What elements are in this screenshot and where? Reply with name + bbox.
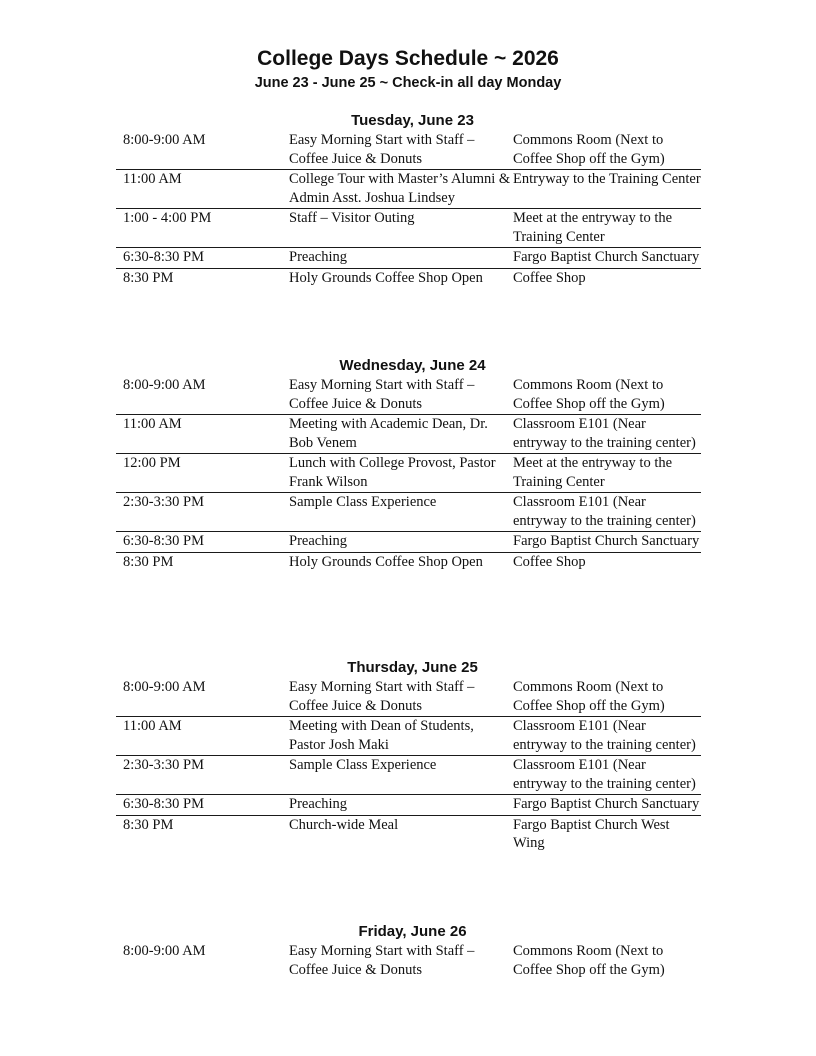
day-heading: Thursday, June 25 [347,659,478,676]
schedule-row [116,131,701,170]
time-cell: 8:00-9:00 AM [123,132,206,148]
day-heading: Tuesday, June 23 [351,112,474,129]
location-cell: Commons Room (Next to Coffee Shop off the Gym) [513,377,665,412]
schedule-row [116,376,701,415]
time-cell: 8:30 PM [123,269,174,286]
location-cell: Fargo Baptist Church Sanctuary [513,796,700,812]
time-cell: 2:30-3:30 PM [123,757,204,773]
event-cell: Preaching [289,249,347,265]
event-cell: Easy Morning Start with Staff – Coffee Juice & Donuts [289,132,475,167]
schedule-row [116,493,701,532]
time-cell: 8:30 PM [123,553,174,570]
schedule-row [116,816,701,854]
event-cell: College Tour with Master’s Alumni & Admin Asst. Joshua Lindsey [289,171,511,206]
time-cell: 2:30-3:30 PM [123,494,204,510]
schedule-row [116,415,701,454]
time-cell: 6:30-8:30 PM [123,533,204,549]
event-cell: Lunch with College Provost, Pastor Frank Wilson [289,455,496,490]
time-cell: 6:30-8:30 PM [123,249,204,265]
event-cell: Easy Morning Start with Staff – Coffee Juice & Donuts [289,377,475,412]
location-cell: Meet at the entryway to the Training Center [513,455,673,490]
schedule-row [116,269,701,289]
location-cell: Fargo Baptist Church Sanctuary [513,533,700,549]
location-cell: Fargo Baptist Church Sanctuary [513,249,700,265]
day-heading: Friday, June 26 [358,923,467,940]
time-cell: 11:00 AM [123,171,182,187]
event-cell: Church-wide Meal [289,816,399,833]
page-subtitle: June 23 - June 25 ~ Check-in all day Monday [254,75,562,91]
day-section-friday [116,923,701,980]
schedule-row [116,942,701,980]
schedule-row [116,532,701,553]
time-cell: 1:00 - 4:00 PM [123,210,212,226]
schedule-row [116,678,701,717]
location-cell: Classroom E101 (Near entryway to the training center) [513,718,696,753]
location-cell: Fargo Baptist Church West Wing [513,816,670,851]
time-cell: 12:00 PM [123,455,181,471]
schedule-row [116,553,701,573]
schedule-row [116,170,701,209]
location-cell: Commons Room (Next to Coffee Shop off the Gym) [513,132,665,167]
event-cell: Sample Class Experience [289,494,437,510]
day-section-thursday [116,659,701,854]
event-cell: Sample Class Experience [289,757,437,773]
time-cell: 8:00-9:00 AM [123,377,206,393]
event-cell: Holy Grounds Coffee Shop Open [289,269,483,286]
event-cell: Preaching [289,533,347,549]
location-cell: Classroom E101 (Near entryway to the training center) [513,757,696,792]
day-heading: Wednesday, June 24 [339,357,486,374]
schedule-row [116,209,701,248]
event-cell: Preaching [289,796,347,812]
location-cell: Commons Room (Next to Coffee Shop off the Gym) [513,679,665,714]
location-cell: Entryway to the Training Center [513,171,701,187]
event-cell: Meeting with Academic Dean, Dr. Bob Venem [289,416,488,451]
event-cell: Meeting with Dean of Students, Pastor Josh Maki [289,718,474,753]
day-section-tuesday [116,112,701,288]
time-cell: 11:00 AM [123,416,182,432]
time-cell: 8:30 PM [123,816,174,833]
schedule-row [116,717,701,756]
location-cell: Meet at the entryway to the Training Center [513,210,673,245]
time-cell: 8:00-9:00 AM [123,943,206,959]
location-cell: Commons Room (Next to Coffee Shop off the Gym) [513,943,665,978]
page-title: College Days Schedule ~ 2026 [257,47,559,70]
location-cell: Coffee Shop [513,553,586,570]
schedule-row [116,248,701,269]
schedule-row [116,756,701,795]
location-cell: Classroom E101 (Near entryway to the training center) [513,416,696,451]
time-cell: 8:00-9:00 AM [123,679,206,695]
schedule-row [116,795,701,816]
event-cell: Holy Grounds Coffee Shop Open [289,553,483,570]
time-cell: 6:30-8:30 PM [123,796,204,812]
event-cell: Easy Morning Start with Staff – Coffee Juice & Donuts [289,679,475,714]
time-cell: 11:00 AM [123,718,182,734]
schedule-row [116,454,701,493]
event-cell: Easy Morning Start with Staff – Coffee Juice & Donuts [289,943,475,978]
location-cell: Classroom E101 (Near entryway to the training center) [513,494,696,529]
event-cell: Staff – Visitor Outing [289,210,415,226]
day-section-wednesday [116,357,701,572]
location-cell: Coffee Shop [513,269,586,286]
